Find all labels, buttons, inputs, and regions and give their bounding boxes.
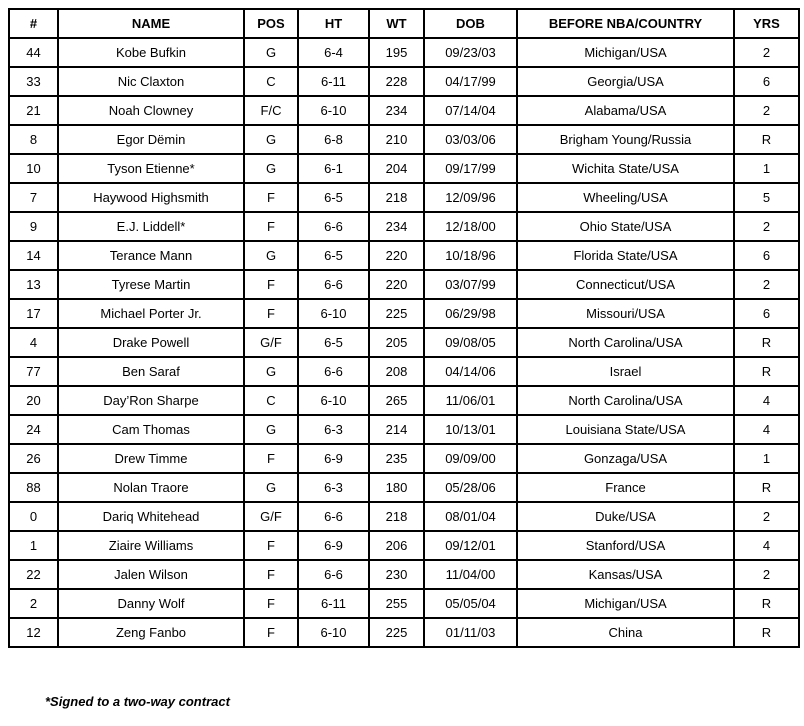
table-row bbox=[9, 589, 799, 618]
table-cell-before: North Carolina/USA bbox=[517, 328, 734, 357]
table-row bbox=[9, 241, 799, 270]
table-cell-pos: G bbox=[244, 473, 298, 502]
table-cell-ht: 6-6 bbox=[298, 270, 369, 299]
table-cell-name: Egor Dëmin bbox=[58, 125, 244, 154]
table-cell-num: 33 bbox=[9, 67, 58, 96]
table-cell-before: Michigan/USA bbox=[517, 38, 734, 67]
table-cell-wt: 255 bbox=[369, 589, 424, 618]
table-cell-name: Nolan Traore bbox=[58, 473, 244, 502]
table-row bbox=[9, 270, 799, 299]
table-cell-yrs: 2 bbox=[734, 212, 799, 241]
table-cell-num: 14 bbox=[9, 241, 58, 270]
table-cell-yrs: R bbox=[734, 473, 799, 502]
table-cell-name: Tyrese Martin bbox=[58, 270, 244, 299]
table-cell-name: Ben Saraf bbox=[58, 357, 244, 386]
table-cell-name: Drake Powell bbox=[58, 328, 244, 357]
table-cell-pos: C bbox=[244, 67, 298, 96]
table-cell-name: Ziaire Williams bbox=[58, 531, 244, 560]
table-cell-pos: F/C bbox=[244, 96, 298, 125]
table-cell-pos: F bbox=[244, 531, 298, 560]
table-cell-name: Haywood Highsmith bbox=[58, 183, 244, 212]
table-row bbox=[9, 96, 799, 125]
table-cell-dob: 07/14/04 bbox=[424, 96, 517, 125]
table-cell-yrs: 6 bbox=[734, 67, 799, 96]
table-cell-dob: 09/09/00 bbox=[424, 444, 517, 473]
table-cell-num: 9 bbox=[9, 212, 58, 241]
table-row bbox=[9, 502, 799, 531]
table-cell-name: Day’Ron Sharpe bbox=[58, 386, 244, 415]
column-header-yrs: YRS bbox=[734, 9, 799, 38]
column-header-num: # bbox=[9, 9, 58, 38]
table-cell-name: Michael Porter Jr. bbox=[58, 299, 244, 328]
table-cell-dob: 09/23/03 bbox=[424, 38, 517, 67]
table-row bbox=[9, 473, 799, 502]
table-cell-wt: 220 bbox=[369, 241, 424, 270]
table-cell-num: 1 bbox=[9, 531, 58, 560]
table-cell-ht: 6-8 bbox=[298, 125, 369, 154]
table-cell-ht: 6-11 bbox=[298, 589, 369, 618]
table-cell-ht: 6-10 bbox=[298, 618, 369, 647]
table-cell-name: Zeng Fanbo bbox=[58, 618, 244, 647]
table-cell-wt: 230 bbox=[369, 560, 424, 589]
table-cell-yrs: 6 bbox=[734, 241, 799, 270]
table-cell-name: Jalen Wilson bbox=[58, 560, 244, 589]
table-cell-pos: G bbox=[244, 154, 298, 183]
table-row bbox=[9, 38, 799, 67]
column-header-wt: WT bbox=[369, 9, 424, 38]
table-cell-before: Stanford/USA bbox=[517, 531, 734, 560]
table-cell-pos: G bbox=[244, 415, 298, 444]
table-row bbox=[9, 183, 799, 212]
table-cell-num: 21 bbox=[9, 96, 58, 125]
column-header-before: BEFORE NBA/COUNTRY bbox=[517, 9, 734, 38]
table-cell-before: Wheeling/USA bbox=[517, 183, 734, 212]
table-cell-yrs: 1 bbox=[734, 154, 799, 183]
table-cell-wt: 225 bbox=[369, 299, 424, 328]
table-cell-ht: 6-11 bbox=[298, 67, 369, 96]
table-cell-num: 24 bbox=[9, 415, 58, 444]
table-cell-wt: 180 bbox=[369, 473, 424, 502]
table-cell-ht: 6-1 bbox=[298, 154, 369, 183]
table-cell-pos: G bbox=[244, 357, 298, 386]
table-cell-dob: 05/05/04 bbox=[424, 589, 517, 618]
table-cell-ht: 6-3 bbox=[298, 415, 369, 444]
table-cell-dob: 03/07/99 bbox=[424, 270, 517, 299]
table-row bbox=[9, 444, 799, 473]
table-cell-yrs: R bbox=[734, 618, 799, 647]
table-cell-pos: G bbox=[244, 125, 298, 154]
table-cell-num: 0 bbox=[9, 502, 58, 531]
table-cell-dob: 11/06/01 bbox=[424, 386, 517, 415]
table-cell-wt: 225 bbox=[369, 618, 424, 647]
table-cell-before: Georgia/USA bbox=[517, 67, 734, 96]
table-cell-name: Tyson Etienne* bbox=[58, 154, 244, 183]
table-row bbox=[9, 560, 799, 589]
column-header-dob: DOB bbox=[424, 9, 517, 38]
table-cell-before: Gonzaga/USA bbox=[517, 444, 734, 473]
table-cell-num: 22 bbox=[9, 560, 58, 589]
table-cell-dob: 05/28/06 bbox=[424, 473, 517, 502]
table-cell-name: Kobe Bufkin bbox=[58, 38, 244, 67]
table-cell-before: Israel bbox=[517, 357, 734, 386]
table-row bbox=[9, 618, 799, 647]
table-cell-before: Connecticut/USA bbox=[517, 270, 734, 299]
table-cell-dob: 08/01/04 bbox=[424, 502, 517, 531]
table-row bbox=[9, 125, 799, 154]
table-cell-name: Cam Thomas bbox=[58, 415, 244, 444]
table-cell-dob: 09/08/05 bbox=[424, 328, 517, 357]
table-cell-before: Missouri/USA bbox=[517, 299, 734, 328]
table-cell-ht: 6-6 bbox=[298, 560, 369, 589]
table-cell-yrs: 2 bbox=[734, 270, 799, 299]
table-row bbox=[9, 154, 799, 183]
table-cell-num: 13 bbox=[9, 270, 58, 299]
table-cell-wt: 218 bbox=[369, 502, 424, 531]
table-cell-num: 12 bbox=[9, 618, 58, 647]
table-cell-dob: 09/12/01 bbox=[424, 531, 517, 560]
table-cell-name: E.J. Liddell* bbox=[58, 212, 244, 241]
table-cell-ht: 6-9 bbox=[298, 531, 369, 560]
table-cell-wt: 218 bbox=[369, 183, 424, 212]
table-cell-before: Alabama/USA bbox=[517, 96, 734, 125]
table-cell-pos: F bbox=[244, 589, 298, 618]
table-cell-wt: 208 bbox=[369, 357, 424, 386]
table-cell-pos: F bbox=[244, 299, 298, 328]
table-cell-before: North Carolina/USA bbox=[517, 386, 734, 415]
table-cell-pos: G bbox=[244, 38, 298, 67]
table-cell-ht: 6-6 bbox=[298, 357, 369, 386]
table-cell-wt: 204 bbox=[369, 154, 424, 183]
header-row bbox=[9, 9, 799, 38]
table-cell-before: Florida State/USA bbox=[517, 241, 734, 270]
table-cell-name: Noah Clowney bbox=[58, 96, 244, 125]
table-row bbox=[9, 299, 799, 328]
table-cell-pos: F bbox=[244, 183, 298, 212]
table-cell-yrs: R bbox=[734, 125, 799, 154]
table-cell-pos: G/F bbox=[244, 328, 298, 357]
table-row bbox=[9, 531, 799, 560]
table-cell-num: 2 bbox=[9, 589, 58, 618]
table-cell-yrs: 6 bbox=[734, 299, 799, 328]
table-cell-dob: 10/13/01 bbox=[424, 415, 517, 444]
table-cell-dob: 04/14/06 bbox=[424, 357, 517, 386]
table-cell-yrs: 2 bbox=[734, 560, 799, 589]
table-cell-ht: 6-5 bbox=[298, 241, 369, 270]
roster-table-body bbox=[9, 38, 799, 647]
table-row bbox=[9, 67, 799, 96]
table-row bbox=[9, 386, 799, 415]
table-cell-name: Dariq Whitehead bbox=[58, 502, 244, 531]
table-cell-dob: 12/09/96 bbox=[424, 183, 517, 212]
table-cell-ht: 6-5 bbox=[298, 328, 369, 357]
table-cell-name: Danny Wolf bbox=[58, 589, 244, 618]
table-cell-before: Ohio State/USA bbox=[517, 212, 734, 241]
table-cell-num: 77 bbox=[9, 357, 58, 386]
table-cell-pos: F bbox=[244, 270, 298, 299]
table-cell-before: Louisiana State/USA bbox=[517, 415, 734, 444]
table-cell-dob: 12/18/00 bbox=[424, 212, 517, 241]
table-cell-ht: 6-9 bbox=[298, 444, 369, 473]
table-cell-yrs: 5 bbox=[734, 183, 799, 212]
table-cell-yrs: R bbox=[734, 589, 799, 618]
table-cell-before: Kansas/USA bbox=[517, 560, 734, 589]
roster-table bbox=[8, 8, 800, 648]
table-cell-yrs: R bbox=[734, 357, 799, 386]
table-cell-num: 26 bbox=[9, 444, 58, 473]
table-cell-ht: 6-4 bbox=[298, 38, 369, 67]
table-cell-name: Nic Claxton bbox=[58, 67, 244, 96]
table-row bbox=[9, 357, 799, 386]
table-cell-dob: 04/17/99 bbox=[424, 67, 517, 96]
table-cell-before: Duke/USA bbox=[517, 502, 734, 531]
table-cell-wt: 234 bbox=[369, 212, 424, 241]
table-cell-pos: C bbox=[244, 386, 298, 415]
table-cell-num: 8 bbox=[9, 125, 58, 154]
table-cell-before: Michigan/USA bbox=[517, 589, 734, 618]
table-cell-wt: 214 bbox=[369, 415, 424, 444]
table-cell-pos: G/F bbox=[244, 502, 298, 531]
table-cell-num: 7 bbox=[9, 183, 58, 212]
table-cell-before: Brigham Young/Russia bbox=[517, 125, 734, 154]
table-cell-pos: G bbox=[244, 241, 298, 270]
table-cell-wt: 195 bbox=[369, 38, 424, 67]
table-row bbox=[9, 212, 799, 241]
table-cell-dob: 06/29/98 bbox=[424, 299, 517, 328]
table-cell-yrs: 2 bbox=[734, 96, 799, 125]
table-cell-yrs: 2 bbox=[734, 502, 799, 531]
table-cell-wt: 220 bbox=[369, 270, 424, 299]
table-cell-wt: 228 bbox=[369, 67, 424, 96]
table-cell-wt: 265 bbox=[369, 386, 424, 415]
table-cell-wt: 235 bbox=[369, 444, 424, 473]
table-cell-before: China bbox=[517, 618, 734, 647]
column-header-pos: POS bbox=[244, 9, 298, 38]
roster-table-header bbox=[9, 9, 799, 38]
table-cell-num: 17 bbox=[9, 299, 58, 328]
column-header-name: NAME bbox=[58, 9, 244, 38]
table-cell-pos: F bbox=[244, 444, 298, 473]
table-row bbox=[9, 328, 799, 357]
table-cell-yrs: 2 bbox=[734, 38, 799, 67]
table-cell-yrs: 4 bbox=[734, 386, 799, 415]
table-cell-num: 10 bbox=[9, 154, 58, 183]
table-cell-dob: 01/11/03 bbox=[424, 618, 517, 647]
table-cell-ht: 6-10 bbox=[298, 96, 369, 125]
table-cell-before: Wichita State/USA bbox=[517, 154, 734, 183]
table-cell-num: 20 bbox=[9, 386, 58, 415]
table-cell-yrs: 1 bbox=[734, 444, 799, 473]
table-cell-ht: 6-10 bbox=[298, 386, 369, 415]
table-cell-name: Drew Timme bbox=[58, 444, 244, 473]
table-cell-ht: 6-6 bbox=[298, 212, 369, 241]
table-cell-dob: 03/03/06 bbox=[424, 125, 517, 154]
table-cell-ht: 6-3 bbox=[298, 473, 369, 502]
table-cell-before: France bbox=[517, 473, 734, 502]
table-cell-ht: 6-10 bbox=[298, 299, 369, 328]
table-cell-ht: 6-6 bbox=[298, 502, 369, 531]
table-cell-dob: 10/18/96 bbox=[424, 241, 517, 270]
table-cell-wt: 205 bbox=[369, 328, 424, 357]
table-row bbox=[9, 415, 799, 444]
table-cell-num: 44 bbox=[9, 38, 58, 67]
table-cell-wt: 210 bbox=[369, 125, 424, 154]
table-cell-dob: 09/17/99 bbox=[424, 154, 517, 183]
table-cell-yrs: 4 bbox=[734, 531, 799, 560]
table-cell-yrs: R bbox=[734, 328, 799, 357]
table-cell-wt: 234 bbox=[369, 96, 424, 125]
table-cell-pos: F bbox=[244, 212, 298, 241]
table-cell-yrs: 4 bbox=[734, 415, 799, 444]
table-cell-ht: 6-5 bbox=[298, 183, 369, 212]
two-way-contract-footnote: *Signed to a two-way contract bbox=[45, 694, 230, 709]
table-cell-num: 4 bbox=[9, 328, 58, 357]
table-cell-pos: F bbox=[244, 618, 298, 647]
table-cell-name: Terance Mann bbox=[58, 241, 244, 270]
table-cell-pos: F bbox=[244, 560, 298, 589]
table-cell-num: 88 bbox=[9, 473, 58, 502]
table-cell-wt: 206 bbox=[369, 531, 424, 560]
column-header-ht: HT bbox=[298, 9, 369, 38]
table-cell-dob: 11/04/00 bbox=[424, 560, 517, 589]
